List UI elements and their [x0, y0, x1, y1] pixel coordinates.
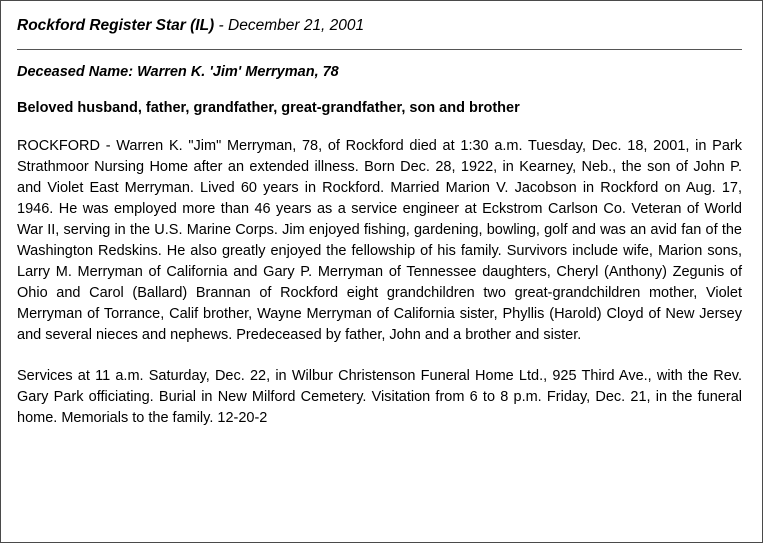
publication-name: Rockford Register Star (IL): [17, 17, 215, 34]
header-divider: [17, 49, 742, 50]
relationship-subtitle: Beloved husband, father, grandfather, great-grandfather, son and brother: [17, 100, 520, 116]
source-line: [17, 17, 744, 35]
deceased-name-value: Warren K. 'Jim' Merryman, 78: [137, 64, 339, 80]
deceased-name-label: Deceased Name:: [17, 64, 138, 80]
obituary-paragraph-1: ROCKFORD - Warren K. "Jim" Merryman, 78, of Rockford died at 1:30 a.m. Tuesday, Dec. 18, 2001, in Park Strathmoor Nursing Home after an extended illness. Born Dec. 28, 1922, in Kearney, Neb., the son of John P. and Violet East Merryman. Lived 60 years in Rockford. Married Marion V. Jacobson in Rockford on Aug. 17, 1946. He was employed more than 46 years as a service engineer at Eckstrom Carlson Co. Veteran of World War II, serving in the U.S. Marine Corps. Jim enjoyed fishing, gardening, bowling, golf and was an avid fan of the Washington Redskins. He also greatly enjoyed the fellowship of his family. Survivors include wife, Marion sons, Larry M. Merryman of California and Gary P. Merryman of Tennessee daughters, Cheryl (Anthony) Zegunis of Ohio and Carol (Ballard) Brannan of Rockford eight grandchildren two great-grandchildren mother, Violet Merryman of Torrance, Calif brother, Wayne Merryman of California sister, Phyllis (Harold) Cloyd of New Jersey and several nieces and nephews. Predeceased by father, John and a brother and sister.: [17, 138, 742, 344]
obituary-paragraph-2: Services at 11 a.m. Saturday, Dec. 22, in Wilbur Christenson Funeral Home Ltd., 925 Third Ave., with the Rev. Gary Park officiating. Burial in New Milford Cemetery. Visitation from 6 to 8 p.m. Friday, Dec. 21, in the funeral home. Memorials to the family. 12-20-2: [17, 368, 742, 427]
deceased-name-line: [17, 64, 744, 80]
source-separator: -: [214, 17, 229, 34]
publication-date: December 21, 2001: [228, 17, 365, 34]
